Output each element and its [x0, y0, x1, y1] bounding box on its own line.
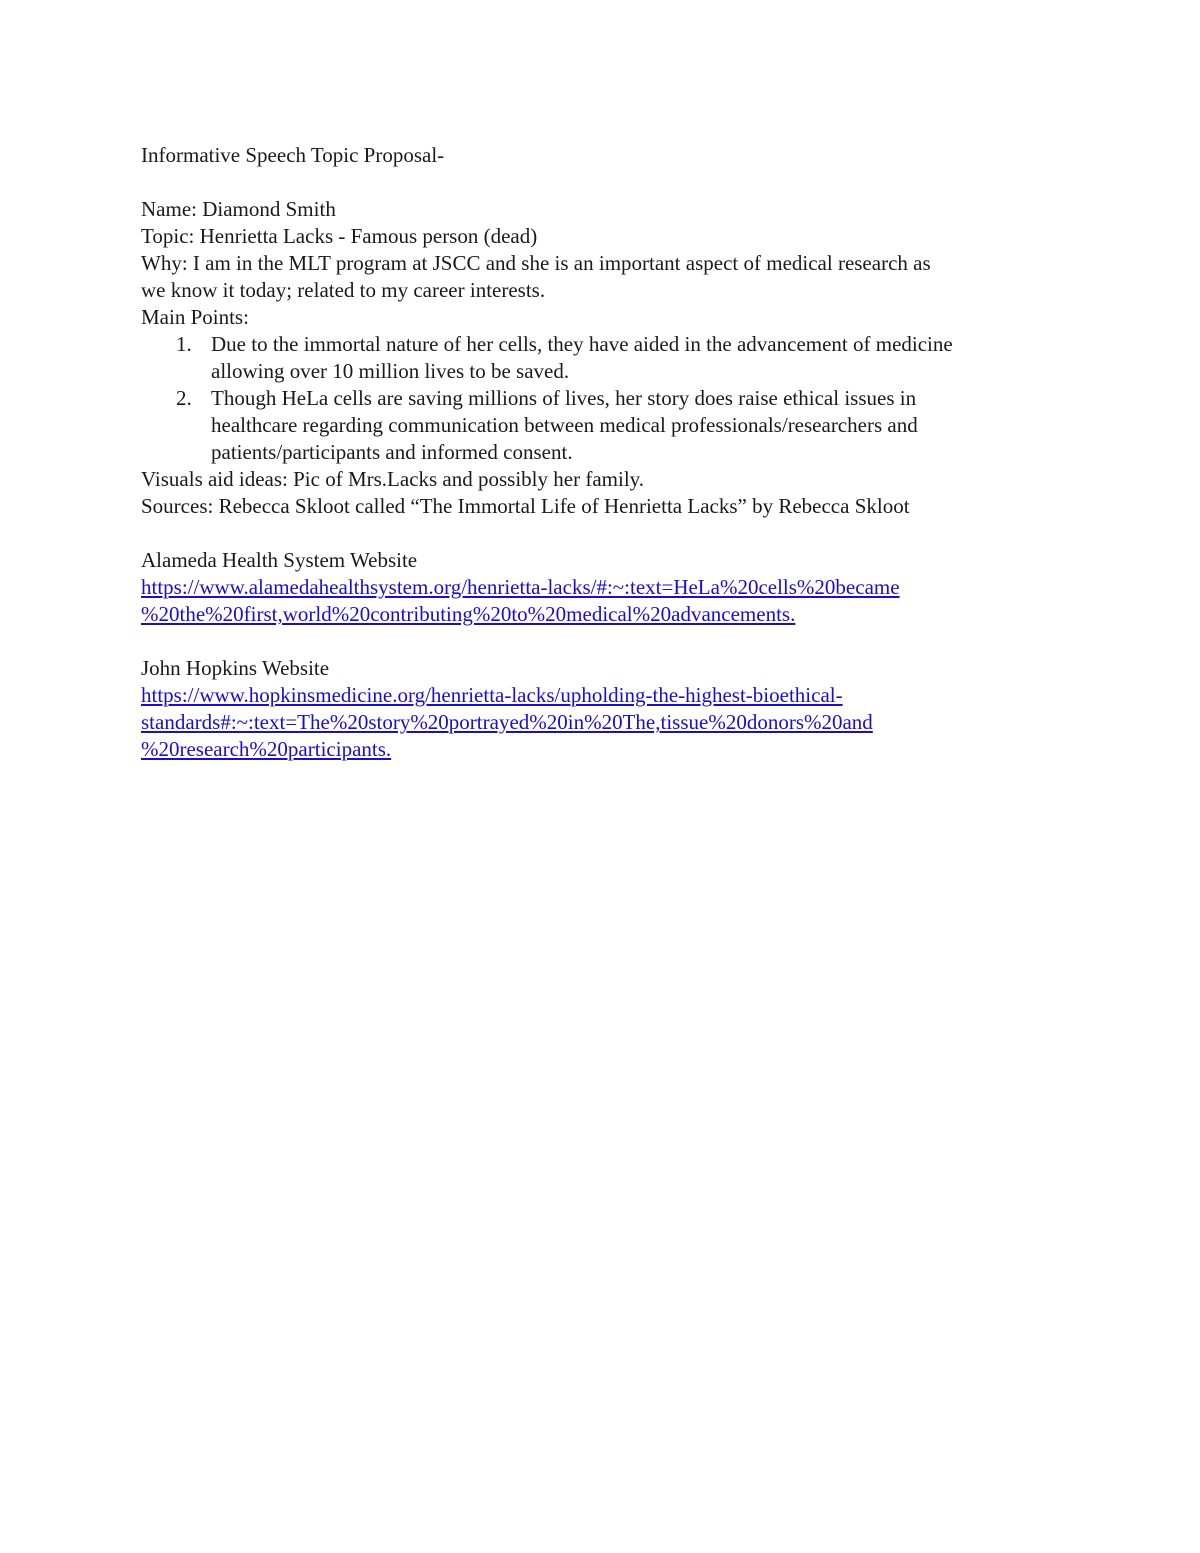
source-1-link[interactable]	[141, 574, 1061, 628]
visuals-line: Visuals aid ideas: Pic of Mrs.Lacks and possibly her family.	[141, 467, 645, 491]
list-number: 1.	[176, 332, 192, 356]
why-line-1: Why: I am in the MLT program at JSCC and she is an important aspect of medical research as	[141, 251, 931, 275]
blank-line	[141, 169, 1061, 196]
name-line: Name: Diamond Smith	[141, 197, 336, 221]
source-1-label: Alameda Health System Website	[141, 548, 418, 572]
list-item	[141, 331, 1061, 385]
list-item-line: allowing over 10 million lives to be saved.	[211, 359, 570, 383]
source-1-link-line[interactable]: %20the%20first,world%20contributing%20to%20medical%20advancements.	[141, 602, 796, 626]
list-item	[141, 385, 1061, 466]
main-points-label: Main Points:	[141, 305, 249, 329]
source-2-link[interactable]	[141, 682, 1061, 763]
list-item-line: Though HeLa cells are saving millions of lives, her story does raise ethical issues in	[211, 386, 917, 410]
list-item-line: healthcare regarding communication between medical professionals/researchers and	[211, 413, 918, 437]
document-title: Informative Speech Topic Proposal-	[141, 143, 445, 167]
list-item-line: patients/participants and informed consent.	[211, 440, 573, 464]
topic-line: Topic: Henrietta Lacks - Famous person (dead)	[141, 224, 538, 248]
source-2-label: John Hopkins Website	[141, 656, 330, 680]
document-page	[141, 142, 1061, 763]
blank-line	[141, 520, 1061, 547]
source-2-link-line[interactable]: %20research%20participants.	[141, 737, 392, 761]
source-2-link-line[interactable]: standards#:~:text=The%20story%20portrayed%20in%20The,tissue%20donors%20and	[141, 710, 873, 734]
source-1-link-line[interactable]: https://www.alamedahealthsystem.org/henrietta-lacks/#:~:text=HeLa%20cells%20became	[141, 575, 900, 599]
why-line-2: we know it today; related to my career interests.	[141, 278, 546, 302]
blank-line	[141, 628, 1061, 655]
list-item-line: Due to the immortal nature of her cells, they have aided in the advancement of medicine	[211, 332, 953, 356]
sources-line: Sources: Rebecca Skloot called “The Immortal Life of Henrietta Lacks” by Rebecca Skloot	[141, 494, 910, 518]
main-points-list	[141, 331, 1061, 466]
list-number: 2.	[176, 386, 192, 410]
source-2-link-line[interactable]: https://www.hopkinsmedicine.org/henrietta-lacks/upholding-the-highest-bioethical-	[141, 683, 843, 707]
